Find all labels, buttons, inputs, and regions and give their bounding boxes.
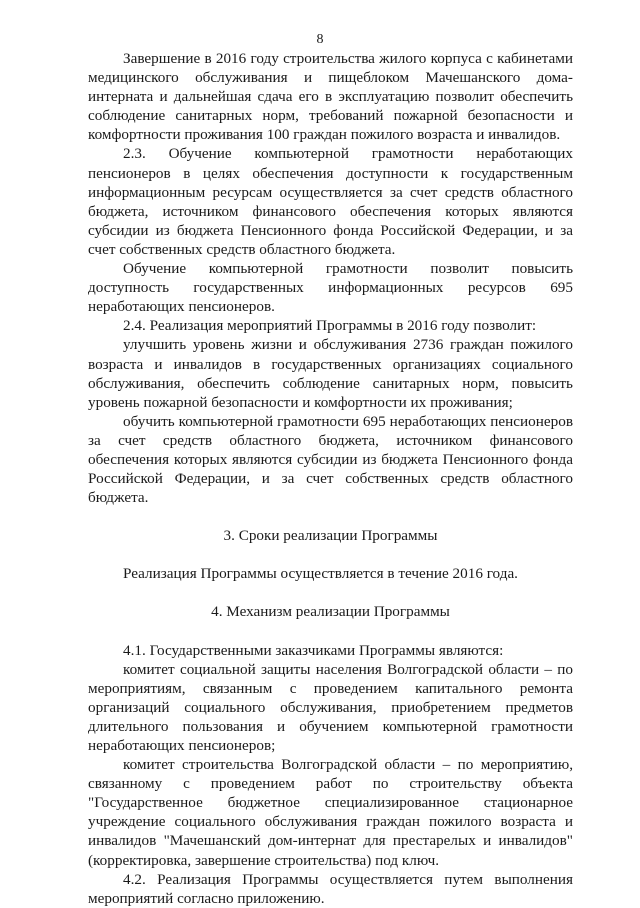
page-number: 8 [316, 32, 324, 47]
section-heading-4: 4. Механизм реализации Программы [211, 603, 450, 621]
paragraph-social-committee: комитет социальной защиты населения Волгоградской области – по мероприятиям, связанным с проведением капитального ремонта организаций социального обслуживания, приобретением предметов длительного пользования и обучением компьютерной грамотности неработающих пенсионеров; [88, 660, 573, 754]
document-body [88, 49, 573, 908]
paragraph-construction-completion: Завершение в 2016 году строительства жилого корпуса с кабинетами медицинского обслуживания и пищеблоком Мачешанского дома-интерната и дальнейшая сдача его в эксплуатацию позволит обеспечить соблюдение санитарных норм, требований пожарной безопасности и комфортности проживания 100 граждан пожилого возраста и инвалидов. [88, 50, 573, 144]
paragraph-teach-computer: обучить компьютерной грамотности 695 неработающих пенсионеров за счет средств областного бюджета, источником финансового обеспечения которых являются субсидии из бюджета Пенсионного фонда Российской Федерации, и за счет собственных средств областного бюджета. [88, 412, 573, 507]
paragraph-4-2: 4.2. Реализация Программы осуществляется путем выполнения мероприятий согласно приложению. [88, 870, 573, 907]
paragraph-construction-committee: комитет строительства Волгоградской области – по мероприятию, связанному с проведением работ по строительству объекта "Государственное бюджетное специализированное стационарное учреждение социального обслуживания граждан пожилого возраста и инвалидов "Мачешанский дом-интернат для престарелых и инвалидов" (корректировка, завершение строительства) под ключ. [88, 756, 573, 869]
section-heading-3: 3. Сроки реализации Программы [223, 527, 438, 545]
paragraph-2-3: 2.3. Обучение компьютерной грамотности неработающих пенсионеров в целях обеспечения доступности к государственным информационным ресурсам осуществляется за счет средств областного бюджета, источником финансового обеспечения которых являются субсидии из бюджета Пенсионного фонда Российской Федерации, и за счет собственных средств областного бюджета. [88, 145, 573, 258]
paragraph-improve-living: улучшить уровень жизни и обслуживания 2736 граждан пожилого возраста и инвалидов в государственных организациях социального обслуживания, обеспечить соблюдение санитарных норм, повысить уровень пожарной безопасности и комфортности их проживания; [88, 336, 573, 411]
paragraph-2-4: 2.4. Реализация мероприятий Программы в 2016 году позволит: [123, 317, 537, 335]
paragraph-4-1: 4.1. Государственными заказчиками Программы являются: [123, 641, 504, 659]
paragraph-computer-literacy: Обучение компьютерной грамотности позволит повысить доступность государственных информационных ресурсов 695 неработающих пенсионеров. [88, 260, 573, 316]
paragraph-program-term: Реализация Программы осуществляется в течение 2016 года. [123, 565, 518, 583]
